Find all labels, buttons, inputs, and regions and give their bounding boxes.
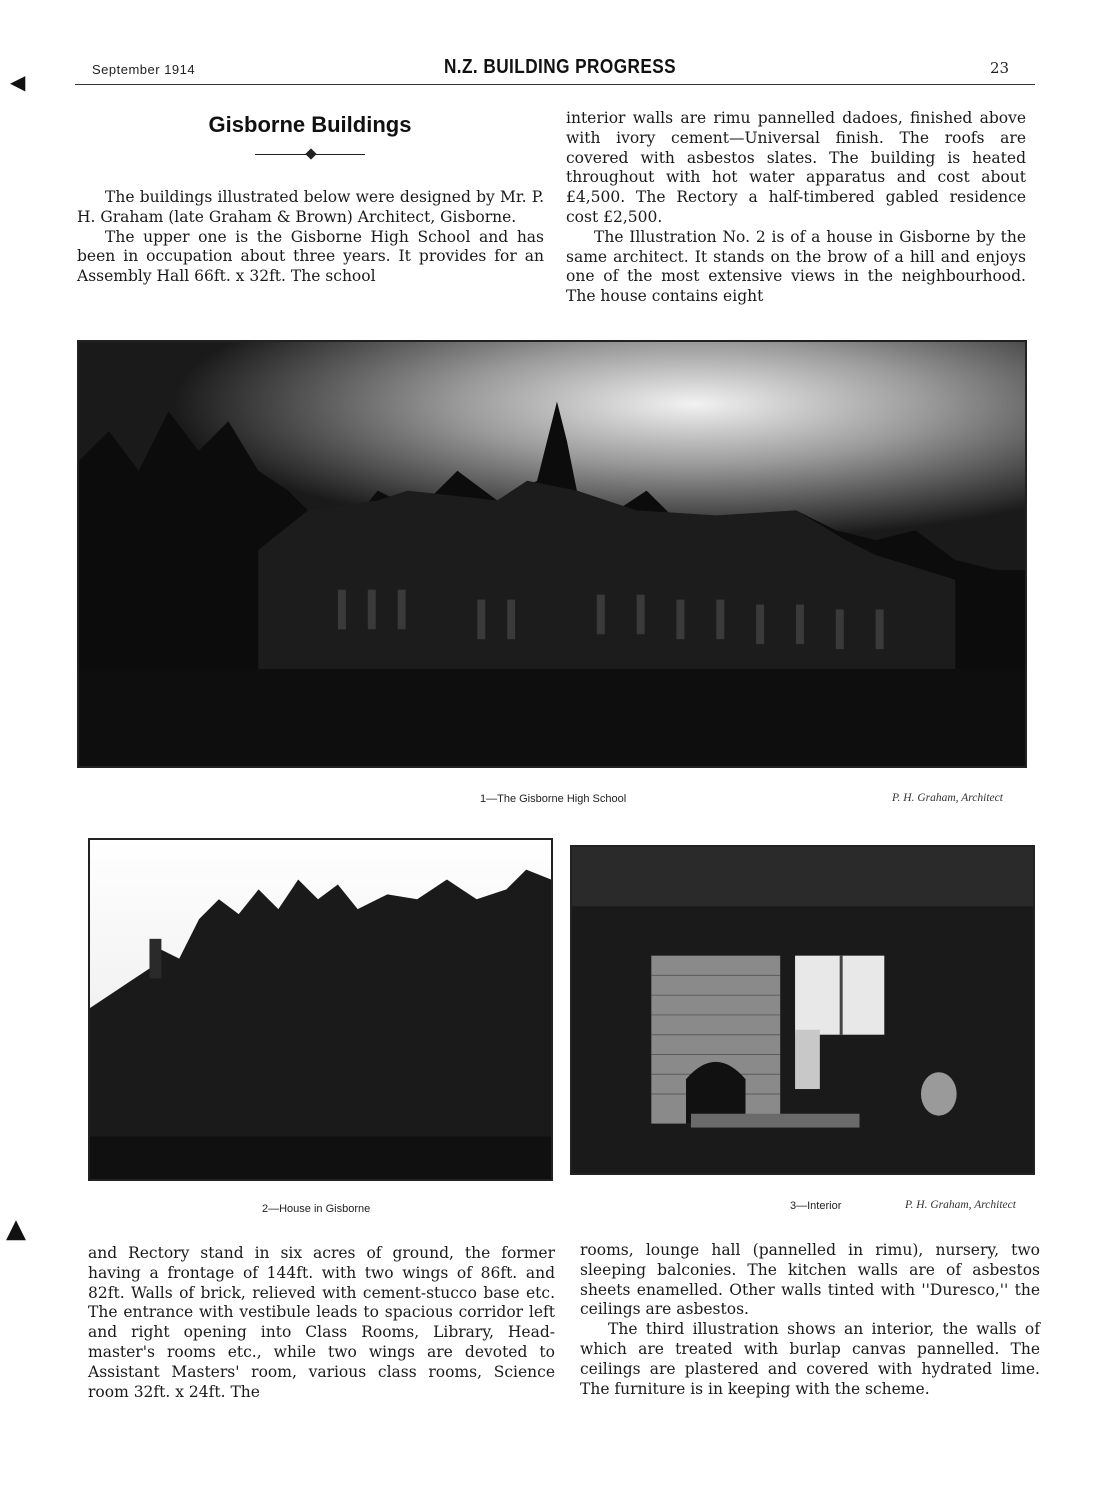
margin-mark-bottom: ▲	[6, 1214, 26, 1244]
paragraph: and Rectory stand in six acres of ground, the former having a frontage of 144ft. with two wings of 86ft. and 82ft. Walls of brick, relieved with cement-stucco base etc. The entrance with vestibule leads to spacious corridor left and right opening into Class Rooms, Library, Head-master's rooms etc., while two wings are devoted to Assistant Masters' room, various class rooms, Science room 32ft. x 24ft. The	[88, 1244, 555, 1401]
column-right-top	[566, 109, 1026, 307]
header-rule	[75, 84, 1035, 85]
issue-date: September 1914	[92, 62, 196, 77]
paragraph: rooms, lounge hall (pannelled in rimu), nursery, two sleeping balconies. The kitchen walls are of asbestos sheets enamelled. Other walls tinted with ''Duresco,'' the ceilings are asbestos.	[580, 1241, 1040, 1319]
photo-interior	[570, 845, 1035, 1175]
paragraph: interior walls are rimu pannelled dadoes, finished above with ivory cement—Universal finish. The roofs are covered with asbestos slates. The building is heated throughout with hot water apparatus and cost about £4,500. The Rectory a half-timbered gabled residence cost £2,500.	[566, 109, 1026, 226]
paragraph: The Illustration No. 2 is of a house in Gisborne by the same architect. It stands on the brow of a hill and enjoys one of the most extensive views in the neighbourhood. The house contains eight	[566, 227, 1026, 306]
paragraph: The buildings illustrated below were designed by Mr. P. H. Graham (late Graham & Brown) Architect, Gisborne.	[77, 188, 544, 226]
figure-3-caption: 3—Interior	[790, 1200, 842, 1212]
margin-mark-top: ◀	[10, 70, 26, 94]
column-left-top	[77, 188, 544, 287]
publication-title: N.Z. BUILDING PROGRESS	[443, 56, 677, 78]
figure-1-caption: 1—The Gisborne High School	[480, 793, 627, 805]
title-ornament-diamond	[305, 148, 316, 159]
paragraph: The third illustration shows an interior, the walls of which are treated with burlap canvas pannelled. The ceilings are plastered and covered with hydrated lime. The furniture is in keeping with the scheme.	[580, 1320, 1040, 1398]
page-number: 23	[990, 59, 1010, 77]
column-right-bottom	[580, 1241, 1040, 1399]
figure-1-credit: P. H. Graham, Architect	[892, 792, 1003, 804]
article-title: Gisborne Buildings	[208, 112, 412, 137]
figure-3-credit: P. H. Graham, Architect	[905, 1199, 1016, 1211]
paragraph: The upper one is the Gisborne High School and has been in occupation about three years. It provides for an Assembly Hall 66ft. x 32ft. The school	[77, 227, 544, 286]
photo-house-in-gisborne	[88, 838, 553, 1181]
photo-gisborne-high-school	[77, 340, 1027, 768]
figure-2-caption: 2—House in Gisborne	[262, 1203, 371, 1215]
column-left-bottom	[88, 1244, 555, 1402]
